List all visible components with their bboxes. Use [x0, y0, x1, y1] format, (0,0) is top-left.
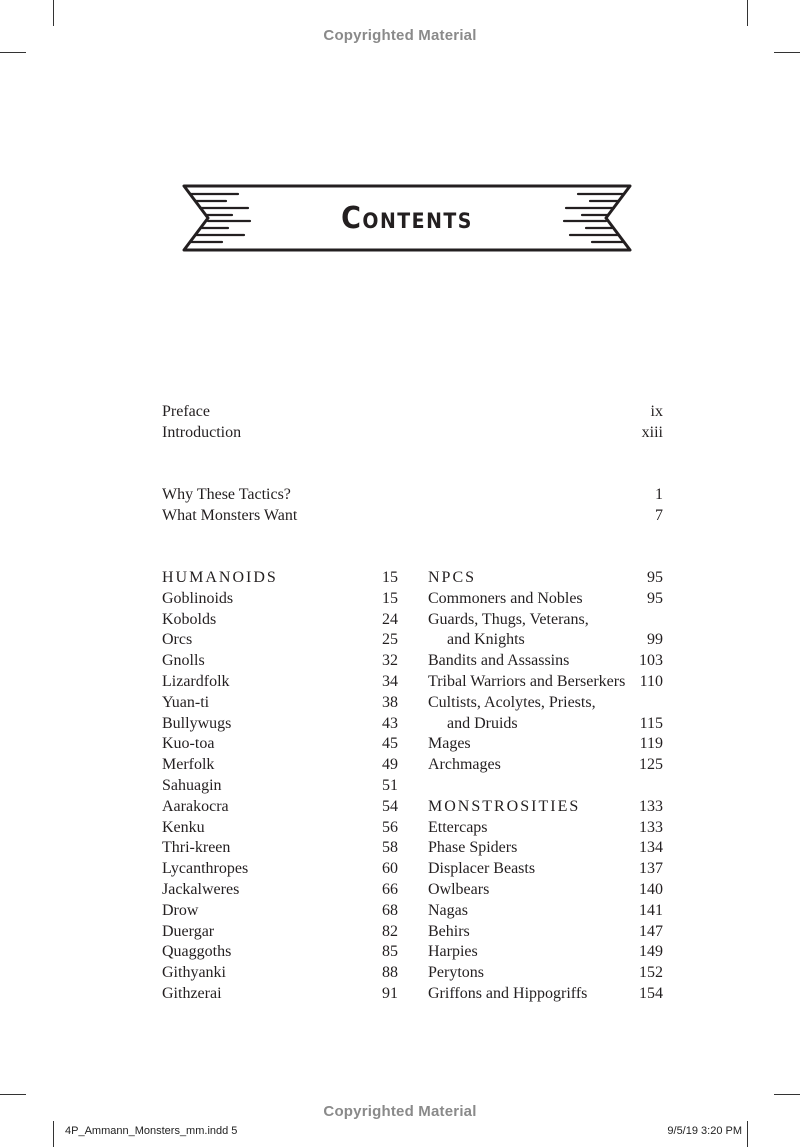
- toc-entry: [162, 609, 398, 630]
- crop-mark: [747, 0, 748, 26]
- section-title: MONSTROSITIES: [428, 797, 581, 815]
- page-number: 51: [382, 777, 398, 794]
- toc-entry: [162, 983, 398, 1004]
- toc-section-heading: [162, 567, 398, 588]
- toc-entry: [162, 733, 398, 754]
- page-title: Contents: [341, 200, 473, 236]
- entry-title: Archmages: [428, 756, 501, 774]
- page-number: xiii: [641, 423, 663, 441]
- page-number: 125: [639, 756, 663, 774]
- print-datetime: 9/5/19 3:20 PM: [667, 1125, 742, 1137]
- entry-title: Nagas: [428, 901, 468, 919]
- toc-entry: [162, 588, 398, 609]
- page-number: 141: [639, 901, 663, 919]
- page-number: 140: [639, 881, 663, 898]
- crop-mark: [774, 1094, 800, 1095]
- page-number: 54: [382, 797, 398, 815]
- toc-entry: [162, 629, 398, 650]
- toc-entry: [428, 941, 663, 962]
- entry-title: Jackalweres: [162, 881, 240, 898]
- page-number: 133: [639, 797, 663, 815]
- entry-title: Mages: [428, 735, 471, 753]
- toc-entry: [428, 733, 663, 754]
- toc-entry: [428, 754, 663, 775]
- page-number: 15: [382, 569, 398, 586]
- page-number: 66: [382, 881, 398, 898]
- toc-entry: [162, 650, 398, 671]
- page-number: 24: [382, 610, 398, 628]
- page-number: 25: [382, 631, 398, 649]
- page-number: 88: [382, 964, 398, 982]
- toc-entry: [162, 962, 398, 983]
- entry-title: Aarakocra: [162, 797, 229, 815]
- entry-title: Ettercaps: [428, 818, 488, 836]
- page-number: 43: [382, 714, 398, 732]
- entry-title: Githzerai: [162, 985, 222, 1002]
- entry-title: Quaggoths: [162, 943, 232, 961]
- toc-entry: [428, 879, 663, 900]
- toc-entry: [428, 837, 663, 858]
- toc-entry: [162, 671, 398, 692]
- toc-entry: [428, 671, 663, 692]
- toc-section-heading: [428, 567, 663, 588]
- toc-entry: [428, 713, 663, 734]
- page-number: 45: [382, 735, 398, 753]
- toc-entry: [162, 422, 663, 443]
- page-number: 154: [639, 985, 663, 1002]
- entry-title: Owlbears: [428, 881, 490, 898]
- crop-mark: [0, 52, 26, 53]
- page-number: 91: [382, 985, 398, 1002]
- file-slug: 4P_Ammann_Monsters_mm.indd 5: [65, 1125, 238, 1137]
- entry-title: Orcs: [162, 631, 193, 649]
- entry-title: Githyanki: [162, 964, 226, 982]
- entry-title: Perytons: [428, 964, 484, 982]
- toc-section-heading: [428, 796, 663, 817]
- toc-entry: [428, 650, 663, 671]
- entry-title: Merfolk: [162, 756, 215, 774]
- page-number: 32: [382, 652, 398, 670]
- toc-entry: [162, 505, 663, 526]
- toc-entry: [162, 921, 398, 942]
- crop-mark: [774, 52, 800, 53]
- entry-title: Yuan-ti: [162, 693, 210, 711]
- page-number: 149: [639, 943, 663, 961]
- entry-title: Bullywugs: [162, 714, 232, 732]
- footer-copyright: Copyrighted Material: [323, 1103, 477, 1120]
- page-number: 152: [639, 964, 663, 982]
- entry-title: Lycanthropes: [162, 860, 249, 878]
- entry-title: Bandits and Assassins: [428, 652, 570, 670]
- toc-entry: [428, 588, 663, 609]
- toc-entry: [428, 692, 663, 713]
- entry-title: Duergar: [162, 922, 215, 940]
- entry-title: Preface: [162, 403, 210, 420]
- page-number: 82: [382, 922, 398, 940]
- section-title: HUMANOIDS: [162, 569, 278, 586]
- toc-entry: [162, 713, 398, 734]
- entry-title: Introduction: [162, 423, 242, 441]
- entry-title: Tribal Warriors and Berserkers: [428, 673, 626, 690]
- toc-entry: [428, 858, 663, 879]
- section-title: NPCS: [428, 569, 477, 586]
- page-number: 49: [382, 756, 398, 774]
- page-number: 103: [639, 652, 663, 670]
- toc-entry: [162, 775, 398, 796]
- entry-title: Harpies: [428, 943, 478, 961]
- entry-title: and Druids: [447, 714, 518, 732]
- crop-mark: [0, 1094, 26, 1095]
- entry-title: and Knights: [447, 631, 525, 649]
- page-number: 7: [655, 506, 663, 524]
- page-number: 110: [639, 673, 663, 690]
- entry-title: Guards, Thugs, Veterans,: [428, 610, 589, 628]
- toc-entry: [162, 817, 398, 838]
- toc-entry: [428, 900, 663, 921]
- entry-title: Commoners and Nobles: [428, 589, 583, 607]
- contents-banner: [178, 180, 636, 256]
- page-number: ix: [650, 403, 663, 420]
- page-number: 95: [647, 589, 663, 607]
- toc-entry: [162, 879, 398, 900]
- page-number: 99: [647, 631, 663, 649]
- header-copyright: Copyrighted Material: [323, 27, 477, 44]
- toc-entry: [162, 692, 398, 713]
- page-number: 58: [382, 839, 398, 857]
- entry-title: Sahuagin: [162, 777, 222, 794]
- page-number: 147: [639, 922, 663, 940]
- entry-title: Gnolls: [162, 652, 205, 670]
- toc-entry: [162, 401, 663, 422]
- entry-title: Drow: [162, 901, 199, 919]
- entry-title: Phase Spiders: [428, 839, 518, 857]
- entry-title: Thri-kreen: [162, 839, 231, 857]
- entry-title: Lizardfolk: [162, 673, 230, 690]
- toc-entry: [162, 858, 398, 879]
- entry-title: Kuo-toa: [162, 735, 215, 753]
- page-number: 56: [382, 818, 398, 836]
- entry-title: Behirs: [428, 922, 470, 940]
- crop-mark: [53, 1121, 54, 1147]
- entry-title: What Monsters Want: [162, 506, 298, 524]
- toc-entry: [162, 837, 398, 858]
- toc-entry: [428, 817, 663, 838]
- toc-entry: [428, 983, 663, 1004]
- crop-mark: [53, 0, 54, 26]
- entry-title: Displacer Beasts: [428, 860, 536, 878]
- page-number: 115: [639, 714, 663, 732]
- page-number: 119: [639, 735, 663, 753]
- toc-entry: [162, 754, 398, 775]
- entry-title: Why These Tactics?: [162, 486, 291, 503]
- page-number: 133: [639, 818, 663, 836]
- page-number: 38: [382, 693, 398, 711]
- page-number: 34: [382, 673, 398, 690]
- toc-entry: [428, 921, 663, 942]
- toc-entry: [162, 484, 663, 505]
- page-number: 137: [639, 860, 663, 878]
- toc-entry: [428, 962, 663, 983]
- toc-entry: [162, 796, 398, 817]
- page-number: 68: [382, 901, 398, 919]
- entry-title: Goblinoids: [162, 589, 234, 607]
- entry-title: Griffons and Hippogriffs: [428, 985, 588, 1002]
- entry-title: Kenku: [162, 818, 205, 836]
- page-number: 85: [382, 943, 398, 961]
- toc-entry: [428, 609, 663, 630]
- page-number: 60: [382, 860, 398, 878]
- page-number: 134: [639, 839, 663, 857]
- toc-entry: [162, 941, 398, 962]
- page-number: 95: [647, 569, 663, 586]
- toc-entry: [162, 900, 398, 921]
- entry-title: Cultists, Acolytes, Priests,: [428, 693, 596, 711]
- toc-entry: [428, 629, 663, 650]
- entry-title: Kobolds: [162, 610, 217, 628]
- crop-mark: [747, 1121, 748, 1147]
- page-number: 1: [655, 486, 663, 503]
- page-number: 15: [382, 589, 398, 607]
